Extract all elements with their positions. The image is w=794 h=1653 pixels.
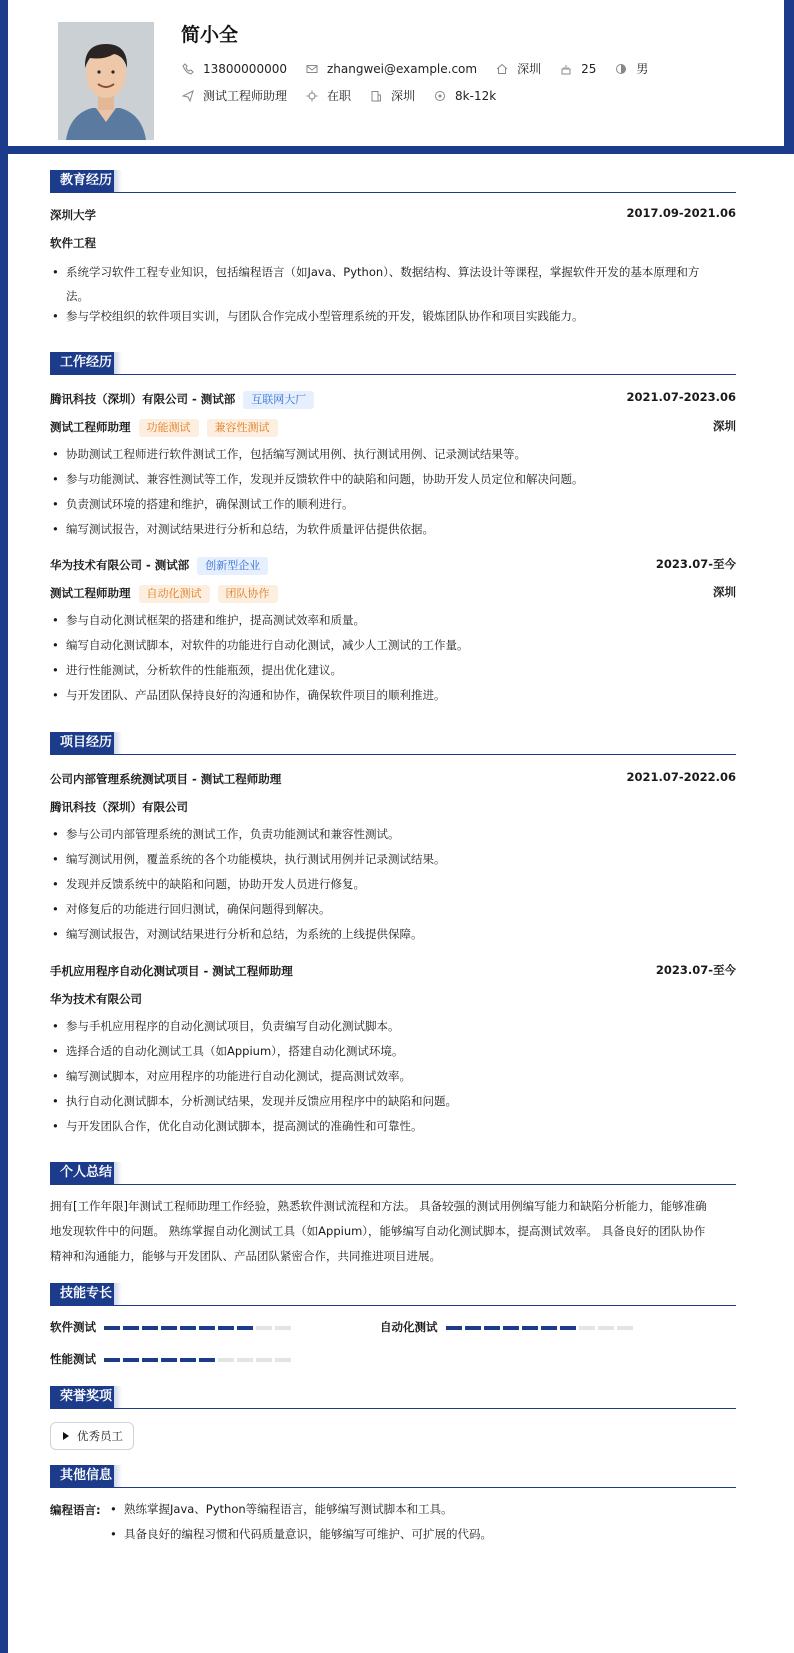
list-item: • 编写测试报告，对测试结果进行分析和总结，为系统的上线提供保障。 [50,922,736,946]
expand-triangle-icon [63,1432,69,1440]
education-title: 教育经历 [50,170,122,192]
awards-heading [50,1382,736,1410]
list-item: • 负责测试环境的搭建和维护，确保测试工作的顺利进行。 [50,492,736,516]
heading-tail [114,1465,122,1487]
list-item: • 发现并反馈系统中的缺陷和问题，协助开发人员进行修复。 [50,872,736,896]
building-icon [369,89,383,103]
summary-heading [50,1158,736,1186]
avatar-photo [58,22,154,140]
education-heading [50,166,736,194]
skill-dot [541,1326,557,1330]
gender-icon [614,62,628,76]
home-icon [495,62,509,76]
skills-title: 技能专长 [50,1283,122,1305]
skill-level [104,1358,294,1362]
status-text: 在职 [327,89,352,103]
status-icon [305,89,319,103]
candidate-name: 简小全 [181,24,239,46]
age-text: 25 [581,61,597,76]
skill-dot [180,1358,196,1362]
skill-level [104,1326,294,1330]
role-name: 测试工程师助理 [50,420,131,434]
skill-tag: 团队协作 [218,585,278,603]
award-label: 优秀员工 [77,1429,123,1443]
skill-name: 性能测试 [50,1352,96,1366]
work-role [50,584,736,603]
heading-tail [114,352,122,374]
salary-icon [433,89,447,103]
heading-rule [50,1305,736,1306]
city-text: 深圳 [517,62,542,76]
skill-dot [256,1358,272,1362]
awards-title: 荣誉奖项 [50,1386,122,1408]
work-company [50,556,736,575]
list-item: • 与开发团队、产品团队保持良好的沟通和协作，确保软件项目的顺利推进。 [50,683,736,707]
summary-line: 精神和沟通能力，能够与开发团队、产品团队紧密合作，共同推进项目进展。 [50,1249,441,1263]
heading-tail [114,732,122,754]
heading-tail [114,1386,122,1408]
skill-name: 软件测试 [50,1320,96,1334]
project-title: 公司内部管理系统测试项目 - 测试工程师助理 [50,772,282,786]
skills-heading [50,1279,736,1307]
heading-rule [50,1487,736,1488]
work-role [50,418,736,437]
skill-dot [123,1358,139,1362]
skill-dot [579,1326,595,1330]
skill-dot [560,1326,576,1330]
skill-dot [617,1326,633,1330]
skill-dot [465,1326,481,1330]
skill-name: 自动化测试 [380,1320,438,1334]
skill-dot [104,1358,120,1362]
skill-tag: 功能测试 [139,419,199,437]
work-title: 工作经历 [50,352,122,374]
summary-line: 拥有[工作年限]年测试工程师助理工作经验，熟悉软件测试流程和方法。 具备较强的测试用例编写能力和缺陷分析能力，能够准确 [50,1199,707,1213]
phone-text: 13800000000 [203,61,287,76]
skill-dot [142,1358,158,1362]
company-name: 腾讯科技（深圳）有限公司 - 测试部 [50,392,236,406]
skill-level [446,1326,636,1330]
heading-tail [114,1162,122,1184]
skill-dot [142,1326,158,1330]
work-city: 深圳 [713,585,736,599]
project-company: 华为技术有限公司 [50,992,142,1006]
list-item: • 编写测试报告，对测试结果进行分析和总结，为软件质量评估提供依据。 [50,517,736,541]
list-item: • 参与学校组织的软件项目实训，与团队合作完成小型管理系统的开发，锻炼团队协作和项目实践能力。 [50,304,736,328]
skill-dot [275,1326,291,1330]
project-title: 手机应用程序自动化测试项目 - 测试工程师助理 [50,964,293,978]
skill-dot [161,1326,177,1330]
company-tag: 创新型企业 [197,557,268,575]
list-item: • 编写测试用例，覆盖系统的各个功能模块，执行测试用例并记录测试结果。 [50,847,736,871]
skill-dot [522,1326,538,1330]
projects-heading [50,728,736,756]
skill-tag: 自动化测试 [139,585,210,603]
heading-rule [50,1184,736,1185]
mail-icon [305,62,319,76]
skill-tag: 兼容性测试 [207,419,278,437]
skill-dot [275,1358,291,1362]
list-item: • 对修复后的功能进行回归测试，确保问题得到解决。 [50,897,736,921]
list-item: • 执行自动化测试脚本，分析测试结果，发现并反馈应用程序中的缺陷和问题。 [50,1089,736,1113]
list-item: • 参与手机应用程序的自动化测试项目，负责编写自动化测试脚本。 [50,1014,736,1038]
list-item: • 具备良好的编程习惯和代码质量意识，能够编写可维护、可扩展的代码。 [108,1522,728,1546]
work-city: 深圳 [713,419,736,433]
list-item: • 选择合适的自动化测试工具（如Appium），搭建自动化测试环境。 [50,1039,736,1063]
list-item: • 参与自动化测试框架的搭建和维护，提高测试效率和质量。 [50,608,736,632]
heading-tail [114,170,122,192]
list-item: • 进行性能测试，分析软件的性能瓶颈，提出优化建议。 [50,658,736,682]
work-period: 2023.07-至今 [655,557,736,571]
project-company: 腾讯科技（深圳）有限公司 [50,800,188,814]
company-name: 华为技术有限公司 - 测试部 [50,558,190,572]
skill-dot [199,1358,215,1362]
list-item: • 参与公司内部管理系统的测试工作，负责功能测试和兼容性测试。 [50,822,736,846]
list-item: • 与开发团队合作，优化自动化测试脚本，提高测试的准确性和可靠性。 [50,1114,736,1138]
heading-rule [50,192,736,193]
target-city-text: 深圳 [391,89,416,103]
skill-dot [123,1326,139,1330]
list-item: • 编写测试脚本，对应用程序的功能进行自动化测试，提高测试效率。 [50,1064,736,1088]
edu-period: 2017.09-2021.06 [626,206,736,220]
job-row [181,87,514,104]
other-label: 编程语言: [50,1503,101,1517]
list-item-continuation: 法。 [66,289,89,303]
skill-dot [218,1326,234,1330]
other-heading [50,1461,736,1489]
list-item: • 参与功能测试、兼容性测试等工作，发现并反馈软件中的缺陷和问题，协助开发人员定位和解决问题。 [50,467,736,491]
contact-row [181,60,666,77]
heading-rule [50,374,736,375]
role-name: 测试工程师助理 [50,586,131,600]
skill-dot [503,1326,519,1330]
project-period: 2021.07-2022.06 [626,770,736,784]
edu-school: 深圳大学 [50,208,96,222]
work-period: 2021.07-2023.06 [626,390,736,404]
award-item[interactable] [50,1422,134,1450]
skill-dot [598,1326,614,1330]
skill-dot [237,1326,253,1330]
company-tag: 互联网大厂 [243,391,314,409]
gender-text: 男 [636,62,649,76]
send-icon [181,89,195,103]
skill-dot [237,1358,253,1362]
list-item: • 熟练掌握Java、Python等编程语言，能够编写测试脚本和工具。 [108,1497,728,1521]
summary-line: 地发现软件中的问题。 熟练掌握自动化测试工具（如Appium），能够编写自动化测试脚本，提高测试效率。 具备良好的团队协作 [50,1224,706,1238]
list-item: • 协助测试工程师进行软件测试工作，包括编写测试用例、执行测试用例、记录测试结果等。 [50,442,736,466]
list-item: • 编写自动化测试脚本，对软件的功能进行自动化测试，减少人工测试的工作量。 [50,633,736,657]
summary-title: 个人总结 [50,1162,122,1184]
other-title: 其他信息 [50,1465,122,1487]
list-item: • 系统学习软件工程专业知识，包括编程语言（如Java、Python）、数据结构、算法设计等课程，掌握软件开发的基本原理和方 [50,260,736,284]
skill-dot [180,1326,196,1330]
heading-rule [50,1408,736,1409]
skill-dot [161,1358,177,1362]
skill-dot [199,1326,215,1330]
work-heading [50,348,736,376]
skill-dot [218,1358,234,1362]
skill-dot [484,1326,500,1330]
phone-icon [181,62,195,76]
cake-icon [559,62,573,76]
skill-dot [256,1326,272,1330]
heading-tail [114,1283,122,1305]
email-text: zhangwei@example.com [326,61,478,76]
salary-text: 8k-12k [455,88,497,103]
job-title-text: 测试工程师助理 [203,89,288,103]
skill-dot [104,1326,120,1330]
edu-major: 软件工程 [50,236,96,250]
projects-title: 项目经历 [50,732,122,754]
project-period: 2023.07-至今 [655,963,736,977]
skill-dot [446,1326,462,1330]
heading-rule [50,754,736,755]
left-accent-bar [0,146,8,1653]
